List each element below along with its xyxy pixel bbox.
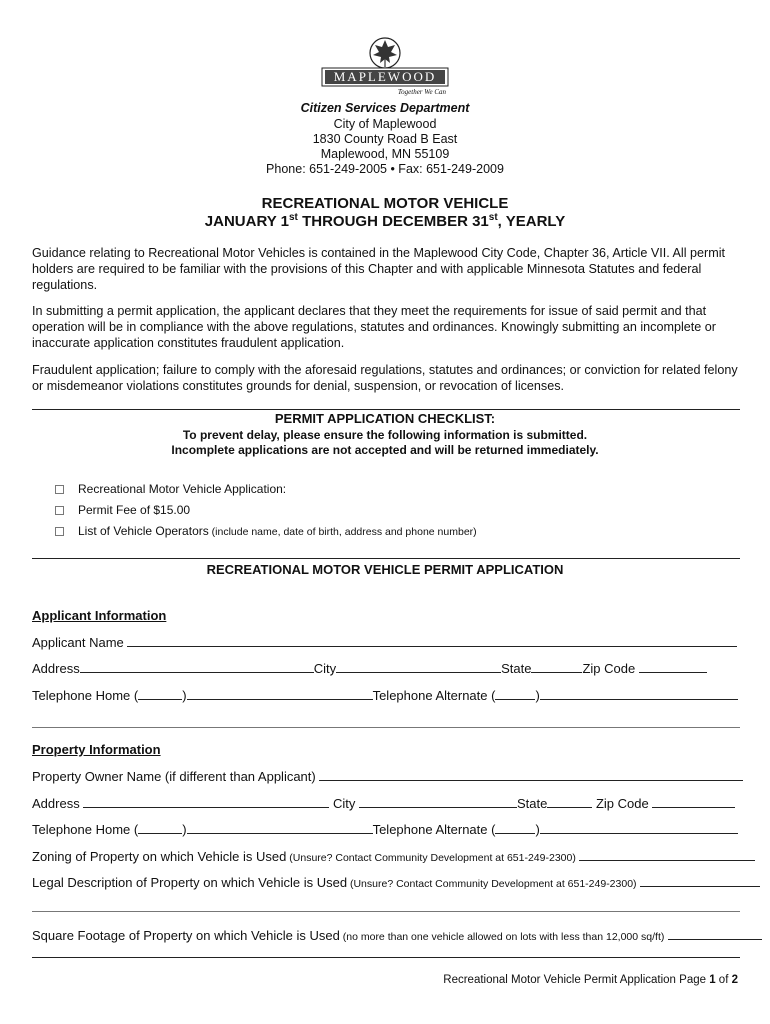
property-phone-row [32,822,738,837]
paren: ) [182,822,187,837]
checklist-title: PERMIT APPLICATION CHECKLIST: [274,411,496,426]
tel-alt-label: Telephone Alternate ( [372,822,496,837]
tel-alt-field[interactable] [540,688,738,700]
checkbox[interactable] [55,485,64,494]
subtitle-sup: st [488,212,498,223]
tel-alt-area-field[interactable] [495,688,535,700]
paren: ) [535,688,540,703]
zoning-field[interactable] [579,849,755,861]
checklist-item [55,524,477,538]
sqft-field[interactable] [668,928,762,940]
checklist-item [55,503,190,517]
state-label: State [501,661,532,676]
guidance-paragraph: Guidance relating to Recreational Motor Vehicles is contained in the Maplewood City Code, Chapter 36, Article VII. All permit holders are required to be familiar with the provisions of this Chapter and with applicable Minnesota Statutes and federal regulations. [32,246,726,292]
owner-field[interactable] [319,769,743,781]
state-field[interactable] [547,796,592,808]
city-name: City of Maplewood [333,117,437,131]
tel-home-field[interactable] [187,688,373,700]
checklist-item-label: Recreational Motor Vehicle Application: [78,482,287,496]
property-heading: Property Information [32,742,161,757]
footer-text: Recreational Motor Vehicle Permit Application Page [443,974,710,986]
address-field[interactable] [80,661,314,673]
address-label: Address [32,661,80,676]
divider [32,409,740,410]
property-owner-row [32,769,743,784]
applicant-phone-row [32,688,738,703]
state-label: State [516,796,548,811]
checklist-item-note: (include name, date of birth, address and phone number) [208,526,477,538]
zip-field[interactable] [639,661,707,673]
subtitle-part: JANUARY 1 [204,213,289,230]
tel-home-label: Telephone Home ( [32,822,139,837]
tel-alt-field[interactable] [540,822,738,834]
city-label: City [332,796,356,811]
tel-home-area-field[interactable] [138,822,182,834]
divider [32,957,740,958]
checklist-sub2: Incomplete applications are not accepted and will be returned immediately. [171,443,599,457]
department-name: Citizen Services Department [300,101,470,115]
legal-desc-label: Legal Description of Property on which Vehicle is Used [32,875,348,890]
declaration-paragraph: In submitting a permit application, the applicant declares that they meet the requirements for issue of said permit and that operation will be in compliance with the above regulations, statutes and ordinances. Knowingly submitting an incomplete or inaccurate application constitutes fraudulent application. [32,304,716,350]
sqft-row [32,928,762,943]
document-subtitle [0,212,770,230]
page-footer [443,974,738,986]
property-address-row [32,796,735,811]
checkbox[interactable] [55,506,64,515]
sqft-note: (no more than one vehicle allowed on lots with less than 12,000 sq/ft) [339,931,665,943]
zip-label: Zip Code [595,796,649,811]
tel-home-label: Telephone Home ( [32,688,139,703]
tel-home-area-field[interactable] [138,688,182,700]
page-number: 1 [709,974,716,986]
document-title: RECREATIONAL MOTOR VEHICLE [261,195,509,212]
applicant-name-field[interactable] [127,635,737,647]
sqft-label: Square Footage of Property on which Vehicle is Used [32,928,340,943]
owner-label: Property Owner Name (if different than Applicant) [32,769,316,784]
legal-desc-note: (Unsure? Contact Community Development at 651-249-2300) [347,878,637,890]
zoning-label: Zoning of Property on which Vehicle is Used [32,849,287,864]
paren: ) [535,822,540,837]
divider [32,727,740,728]
paren: ) [182,688,187,703]
subtitle-sup: st [289,212,298,223]
phone-fax: Phone: 651-249-2005 • Fax: 651-249-2009 [266,162,504,176]
zip-field[interactable] [652,796,735,808]
zoning-row [32,849,755,864]
logo-brand: MAPLEWOOD [333,69,437,84]
applicant-name-label: Applicant Name [32,635,124,650]
applicant-name-row [32,635,737,650]
checklist-item-label: Permit Fee of $15.00 [78,503,191,517]
legal-desc-field[interactable] [640,875,760,887]
address-field[interactable] [83,796,329,808]
footer-of: of [715,974,732,986]
applicant-address-row [32,661,707,676]
form-title: RECREATIONAL MOTOR VEHICLE PERMIT APPLICATION [206,562,564,577]
fraud-paragraph: Fraudulent application; failure to comply with the aforesaid regulations, statutes and ordinances; or conviction for related felony or misdemeanor violations constitutes grounds for denial, suspension, or revocation of licenses. [32,363,738,393]
checkbox[interactable] [55,527,64,536]
zip-label: Zip Code [582,661,636,676]
checklist-sub1: To prevent delay, please ensure the following information is submitted. [182,428,588,442]
subtitle-part: THROUGH DECEMBER 31 [297,213,489,230]
street-address: 1830 County Road B East [312,132,458,146]
tel-alt-area-field[interactable] [495,822,535,834]
divider [32,558,740,559]
checklist-item [55,482,286,496]
zoning-note: (Unsure? Contact Community Development at 651-249-2300) [286,852,576,864]
tel-alt-label: Telephone Alternate ( [372,688,496,703]
tel-home-field[interactable] [187,822,373,834]
city-label: City [313,661,337,676]
maplewood-logo [320,35,450,99]
subtitle-part: , YEARLY [497,213,566,230]
city-state-zip: Maplewood, MN 55109 [320,147,450,161]
city-field[interactable] [336,661,501,673]
page-total: 2 [731,974,738,986]
state-field[interactable] [531,661,582,673]
city-field[interactable] [359,796,517,808]
applicant-heading: Applicant Information [32,608,167,623]
address-label: Address [32,796,80,811]
legal-desc-line[interactable] [32,911,740,912]
logo-tagline: Together We Can [397,88,446,96]
legal-desc-row [32,875,760,890]
checklist-item-label: List of Vehicle Operators [78,524,209,538]
